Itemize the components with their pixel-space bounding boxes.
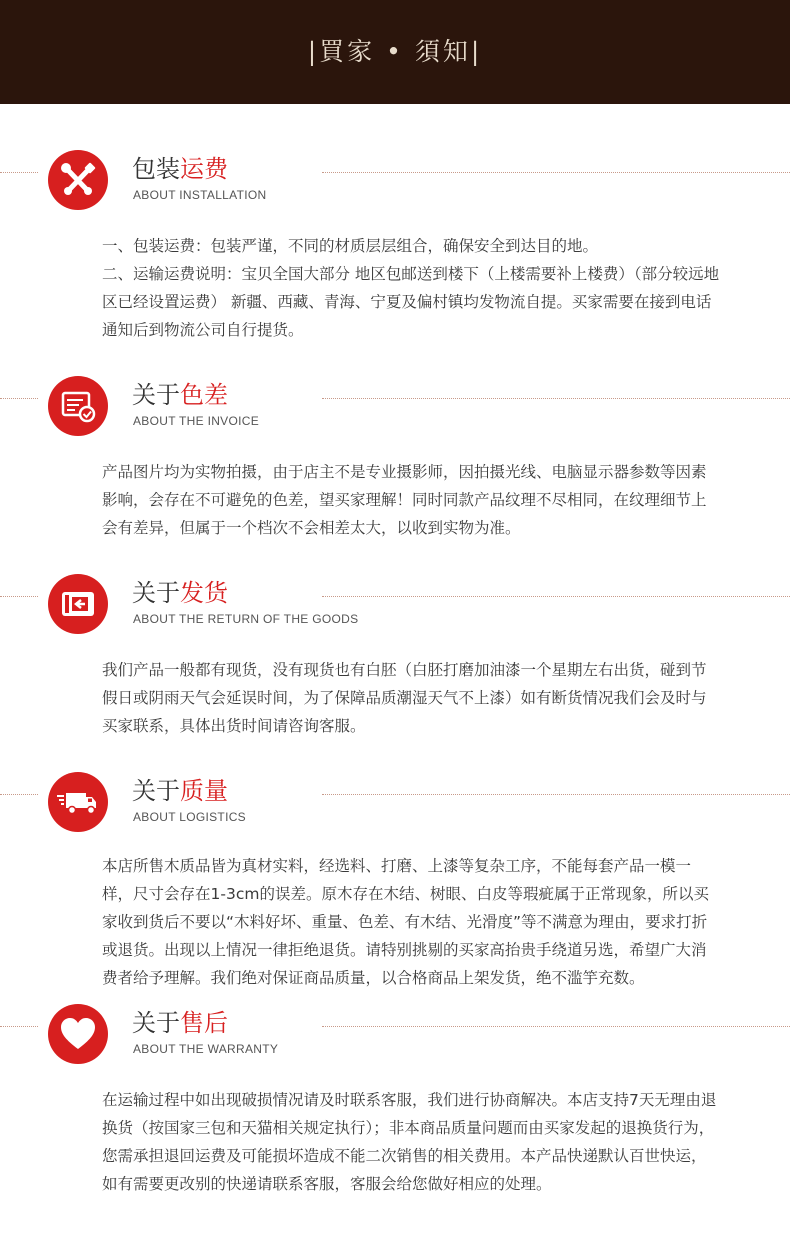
- divider-right: [322, 398, 790, 399]
- section-subtitle: ABOUT INSTALLATION: [133, 188, 267, 202]
- section-title: 关于色差: [132, 381, 228, 409]
- divider-left: [0, 172, 38, 173]
- section-body: [102, 458, 720, 542]
- tools-icon: [48, 150, 108, 210]
- section-body: [102, 232, 720, 344]
- divider-left: [0, 398, 38, 399]
- paragraph: 二、运输运费说明：宝贝全国大部分 地区包邮送到楼下（上楼需要补上楼费）（部分较远地区已经设置运费） 新疆、西藏、青海、宁夏及偏村镇均发物流自提。买家需要在接到电话通知后到物流公司自行提货。: [102, 265, 720, 339]
- paragraph: 本店所售木质品皆为真材实料，经选料、打磨、上漆等复杂工序，不能每套产品一模一样，尺寸会存在1-3cm的误差。原木存在木结、树眼、白皮等瑕疵属于正常现象，所以买家收到货后不要以“木料好坏、重量、色差、有木结、光滑度”等不满意为理由，要求打折或退货。出现以上情况一律拒绝退货。请特别挑剔的买家高抬贵手绕道另选，希望广大消费者给予理解。我们绝对保证商品质量，以合格商品上架发货，绝不滥竽充数。: [102, 857, 709, 987]
- section-title: 关于发货: [132, 579, 228, 607]
- divider-left: [0, 1026, 38, 1027]
- section-shipping: [0, 574, 790, 754]
- return-box-icon: [48, 574, 108, 634]
- banner-title: |買家 • 須知|: [307, 37, 483, 66]
- divider-right: [322, 794, 790, 795]
- section-color-difference: [0, 376, 790, 556]
- paragraph: 一、包装运费：包装严谨，不同的材质层层组合，确保安全到达目的地。: [102, 237, 599, 255]
- section-quality: [0, 772, 790, 1002]
- divider-right: [322, 1026, 790, 1027]
- divider-right: [322, 596, 790, 597]
- header-banner: [0, 0, 790, 104]
- section-after-sales: [0, 1004, 790, 1224]
- heart-icon: [48, 1004, 108, 1064]
- section-title: 关于售后: [132, 1009, 228, 1037]
- paragraph: 产品图片均为实物拍摄，由于店主不是专业摄影师，因拍摄光线、电脑显示器参数等因素影响，会存在不可避免的色差，望买家理解！同时同款产品纹理不尽相同，在纹理细节上会有差异，但属于一个档次不会相差太大，以收到实物为准。: [102, 463, 707, 537]
- section-packaging-shipping: [0, 150, 790, 350]
- section-body: [102, 852, 720, 992]
- section-subtitle: ABOUT THE WARRANTY: [133, 1042, 279, 1056]
- paragraph: 在运输过程中如出现破损情况请及时联系客服，我们进行协商解决。本店支持7天无理由退换货（按国家三包和天猫相关规定执行）；非本商品质量问题而由买家发起的退换货行为，您需承担退回运费及可能损坏造成不能二次销售的相关费用。本产品快递默认百世快运，如有需要更改别的快递请联系客服，客服会给您做好相应的处理。: [102, 1091, 717, 1193]
- delivery-truck-icon: [48, 772, 108, 832]
- section-body: [102, 1086, 720, 1198]
- section-title: 关于质量: [132, 777, 228, 805]
- divider-right: [322, 172, 790, 173]
- section-title: 包装运费: [132, 155, 228, 183]
- divider-left: [0, 794, 38, 795]
- section-body: [102, 656, 720, 740]
- invoice-check-icon: [48, 376, 108, 436]
- divider-left: [0, 596, 38, 597]
- section-subtitle: ABOUT THE INVOICE: [133, 414, 260, 428]
- paragraph: 我们产品一般都有现货，没有现货也有白胚（白胚打磨加油漆一个星期左右出货，碰到节假日或阴雨天气会延误时间，为了保障品质潮湿天气不上漆）如有断货情况我们会及时与买家联系，具体出货时间请咨询客服。: [102, 661, 707, 735]
- section-subtitle: ABOUT THE RETURN OF THE GOODS: [133, 612, 359, 626]
- section-subtitle: ABOUT LOGISTICS: [133, 810, 246, 824]
